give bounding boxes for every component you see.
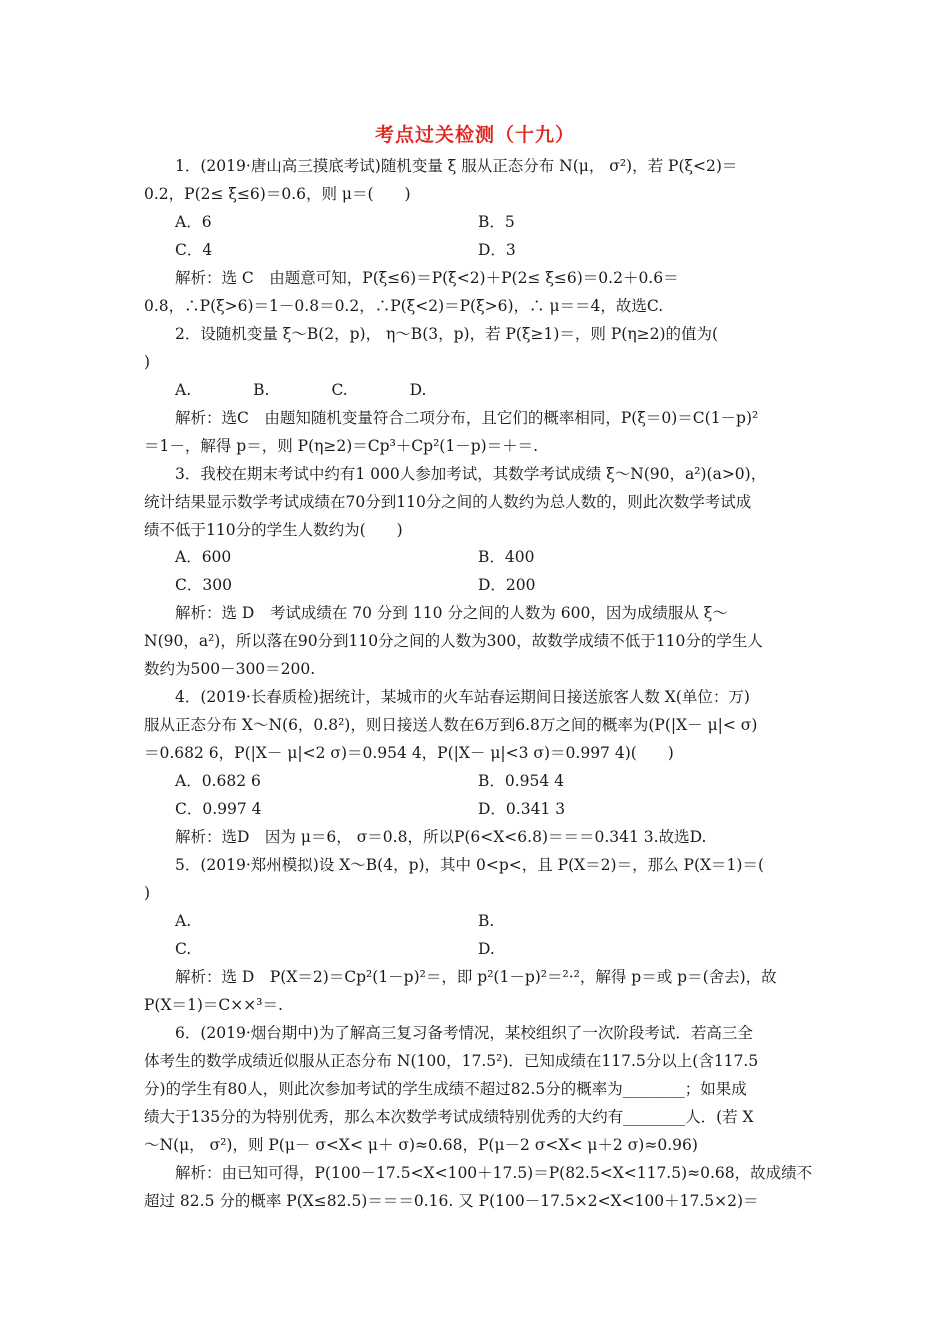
text-line: 超过 82.5 分的概率 P(X≤82.5)＝＝＝0.16. 又 P(100－17.5×2<X<100＋17.5×2)＝ [144,1192,759,1210]
text-line: 绩不低于110分的学生人数约为( ) [144,521,403,539]
text-line: ) [144,353,151,371]
text-line: C．300 [175,576,232,594]
text-line: P(X＝1)＝C××³＝. [144,996,283,1014]
text-line: A．600 [175,548,232,566]
text-line: 绩大于135分的为特别优秀，那么本次数学考试成绩特别优秀的大约有________人．(若 X [144,1108,754,1126]
text-line: D. [478,940,495,958]
text-line: 0.2，P(2≤ ξ≤6)＝0.6，则 μ＝( ) [144,185,411,203]
text-line: 6．(2019·烟台期中)为了解高三复习备考情况，某校组织了一次阶段考试．若高三全 [175,1024,753,1042]
text-line: 解析：选D 因为 μ＝6， σ＝0.8，所以P(6<X<6.8)＝＝＝0.341 3.故选D. [175,828,707,846]
text-line: 分)的学生有80人，则此次参加考试的学生成绩不超过82.5分的概率为________；如果成 [144,1080,747,1098]
text-line: D．3 [478,241,516,259]
text-line: ) [144,884,151,902]
text-line: ＝1－，解得 p＝，则 P(η≥2)＝Cp³＋Cp²(1－p)＝＋＝. [144,437,539,455]
text-line: 解析：选 C 由题意可知，P(ξ≤6)＝P(ξ<2)＋P(2≤ ξ≤6)＝0.2＋0.6＝ [175,269,679,287]
text-line: A．0.682 6 [175,772,261,790]
text-line: B．5 [478,213,515,231]
text-line: B．0.954 4 [478,772,565,790]
text-line: C．0.997 4 [175,800,262,818]
page-title: 考点过关检测（十九） [374,124,575,146]
text-line: 解析：由已知可得，P(100－17.5<X<100＋17.5)＝P(82.5<X<117.5)≈0.68，故成绩不 [175,1164,813,1182]
text-line: C. [175,940,192,958]
text-line: N(90，a²)，所以落在90分到110分之间的人数为300，故数学成绩不低于110分的学生人 [144,632,763,650]
text-line: 体考生的数学成绩近似服从正态分布 N(100，17.5²)．已知成绩在117.5分以上(含117.5 [144,1052,759,1070]
text-line: D．200 [478,576,536,594]
text-line: ～N(μ， σ²)，则 P(μ－ σ<X< μ＋ σ)≈0.68，P(μ－2 σ<X< μ＋2 σ)≈0.96) [144,1136,698,1154]
text-line: 统计结果显示数学考试成绩在70分到110分之间的人数约为总人数的，则此次数学考试成 [144,493,752,511]
text-line: A．6 [175,213,212,231]
text-line: 2．设随机变量 ξ～B(2，p)， η～B(3，p)，若 P(ξ≥1)＝，则 P(η≥2)的值为( [175,325,719,343]
text-line: 1．(2019·唐山高三摸底考试)随机变量 ξ 服从正态分布 N(μ， σ²)，若 P(ξ<2)＝ [175,157,738,175]
text-line: B．400 [478,548,535,566]
text-line: A. B. C. D. [175,381,427,399]
text-line: A. [175,912,192,930]
text-line: 0.8，∴P(ξ>6)＝1－0.8＝0.2，∴P(ξ<2)＝P(ξ>6)，∴ μ＝＝4，故选C. [144,297,664,315]
text-line: D．0.341 3 [478,800,566,818]
text-line: 解析：选 D P(X＝2)＝Cp²(1－p)²＝，即 p²(1－p)²＝²·²，解得 p＝或 p＝(舍去)，故 [175,968,777,986]
text-line: 解析：选 D 考试成绩在 70 分到 110 分之间的人数为 600，因为成绩服从 ξ～ [175,604,728,622]
text-line: 3．我校在期末考试中约有1 000人参加考试，其数学考试成绩 ξ～N(90，a²)(a>0)， [175,465,767,483]
text-line: C．4 [175,241,213,259]
text-line: 服从正态分布 X～N(6，0.8²)，则日接送人数在6万到6.8万之间的概率为(P(|X－ μ|< σ) [144,716,758,734]
text-line: 解析：选C 由题知随机变量符合二项分布，且它们的概率相同，P(ξ＝0)＝C(1－p)² [175,409,759,427]
text-line: 4．(2019·长春质检)据统计，某城市的火车站春运期间日接送旅客人数 X(单位：万) [175,688,750,706]
text-line: 5．(2019·郑州模拟)设 X～B(4，p)，其中 0<p<，且 P(X＝2)＝，那么 P(X＝1)＝( [175,856,764,874]
text-line: 数约为500－300＝200. [144,660,316,678]
text-line: B. [478,912,495,930]
text-line: ＝0.682 6，P(|X－ μ|<2 σ)＝0.954 4，P(|X－ μ|<3 σ)＝0.997 4)( ) [144,744,674,762]
